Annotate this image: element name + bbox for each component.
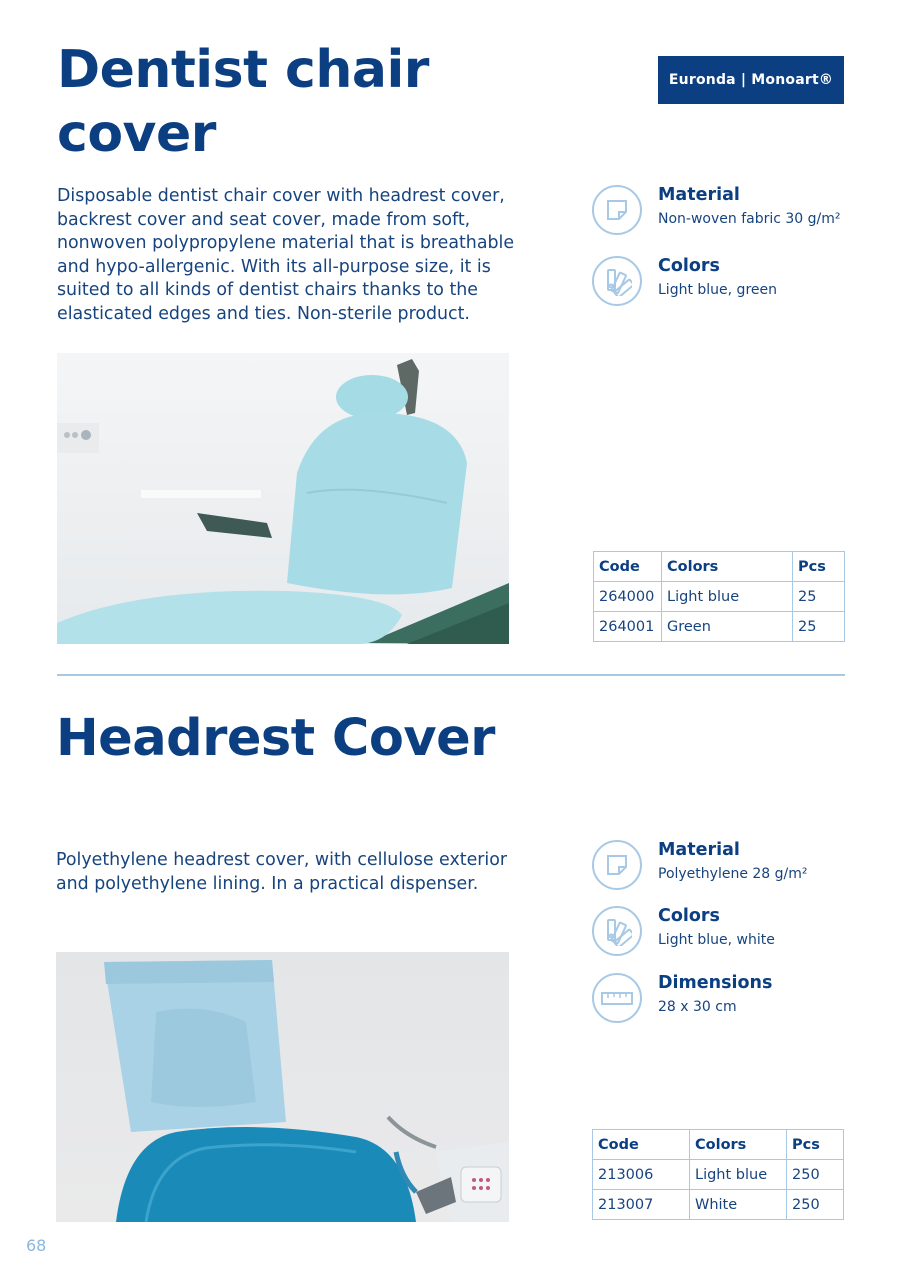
table-cell: Green [662, 612, 793, 642]
attribute-label: Material [658, 185, 740, 205]
table-header: Code [593, 1130, 690, 1160]
table-header: Pcs [787, 1130, 844, 1160]
table-cell: Light blue [662, 582, 793, 612]
section-divider [57, 674, 845, 676]
attribute-value: Non-woven fabric 30 g/m² [658, 211, 841, 227]
attribute-dimensions [592, 973, 852, 1029]
attribute-label: Colors [658, 256, 720, 276]
dentist-chair-photo [57, 353, 509, 644]
color-palette-icon [592, 256, 642, 306]
table-header: Code [594, 552, 662, 582]
table-cell: White [690, 1190, 787, 1220]
product-description: Polyethylene headrest cover, with cellulose exterior and polyethylene lining. In a practical dispenser. [56, 850, 508, 894]
attribute-colors [592, 906, 852, 962]
page-number: 68 [26, 1236, 47, 1255]
product-code-table [593, 551, 845, 642]
fabric-swatch-icon [592, 840, 642, 890]
table-cell: 25 [793, 582, 845, 612]
table-header-row [594, 552, 845, 582]
table-header: Colors [662, 552, 793, 582]
attribute-label: Colors [658, 906, 720, 926]
table-cell: 213007 [593, 1190, 690, 1220]
brand-logo: Euronda | Monoart® [658, 56, 844, 104]
table-cell: 250 [787, 1160, 844, 1190]
attribute-material [592, 840, 852, 896]
table-cell: 213006 [593, 1160, 690, 1190]
table-header: Colors [690, 1130, 787, 1160]
fabric-swatch-icon [592, 185, 642, 235]
product-title: Dentist chair cover [57, 40, 429, 164]
product-code-table [592, 1129, 844, 1220]
table-row [593, 1160, 844, 1190]
table-header: Pcs [793, 552, 845, 582]
attribute-value: Light blue, white [658, 932, 775, 948]
table-row [594, 612, 845, 642]
attribute-value: 28 x 30 cm [658, 999, 737, 1015]
attribute-value: Light blue, green [658, 282, 777, 298]
attribute-material [592, 185, 852, 241]
table-row [594, 582, 845, 612]
table-cell: 264000 [594, 582, 662, 612]
color-palette-icon [592, 906, 642, 956]
attribute-label: Material [658, 840, 740, 860]
table-cell: Light blue [690, 1160, 787, 1190]
product-title: Headrest Cover [56, 709, 495, 768]
table-row [593, 1190, 844, 1220]
headrest-cover-photo [56, 952, 509, 1222]
table-cell: 250 [787, 1190, 844, 1220]
table-cell: 25 [793, 612, 845, 642]
attribute-label: Dimensions [658, 973, 773, 993]
table-cell: 264001 [594, 612, 662, 642]
attribute-value: Polyethylene 28 g/m² [658, 866, 808, 882]
table-header-row [593, 1130, 844, 1160]
attribute-colors [592, 256, 852, 312]
ruler-icon [592, 973, 642, 1023]
product-description: Disposable dentist chair cover with headrest cover, backrest cover and seat cover, made from soft, nonwoven polypropylene material that is breathable and hypo-allergenic. With its all-purpose size, it is suited to all kinds of dentist chairs thanks to the elasticated edges and ties. Non-sterile product. [57, 186, 515, 324]
